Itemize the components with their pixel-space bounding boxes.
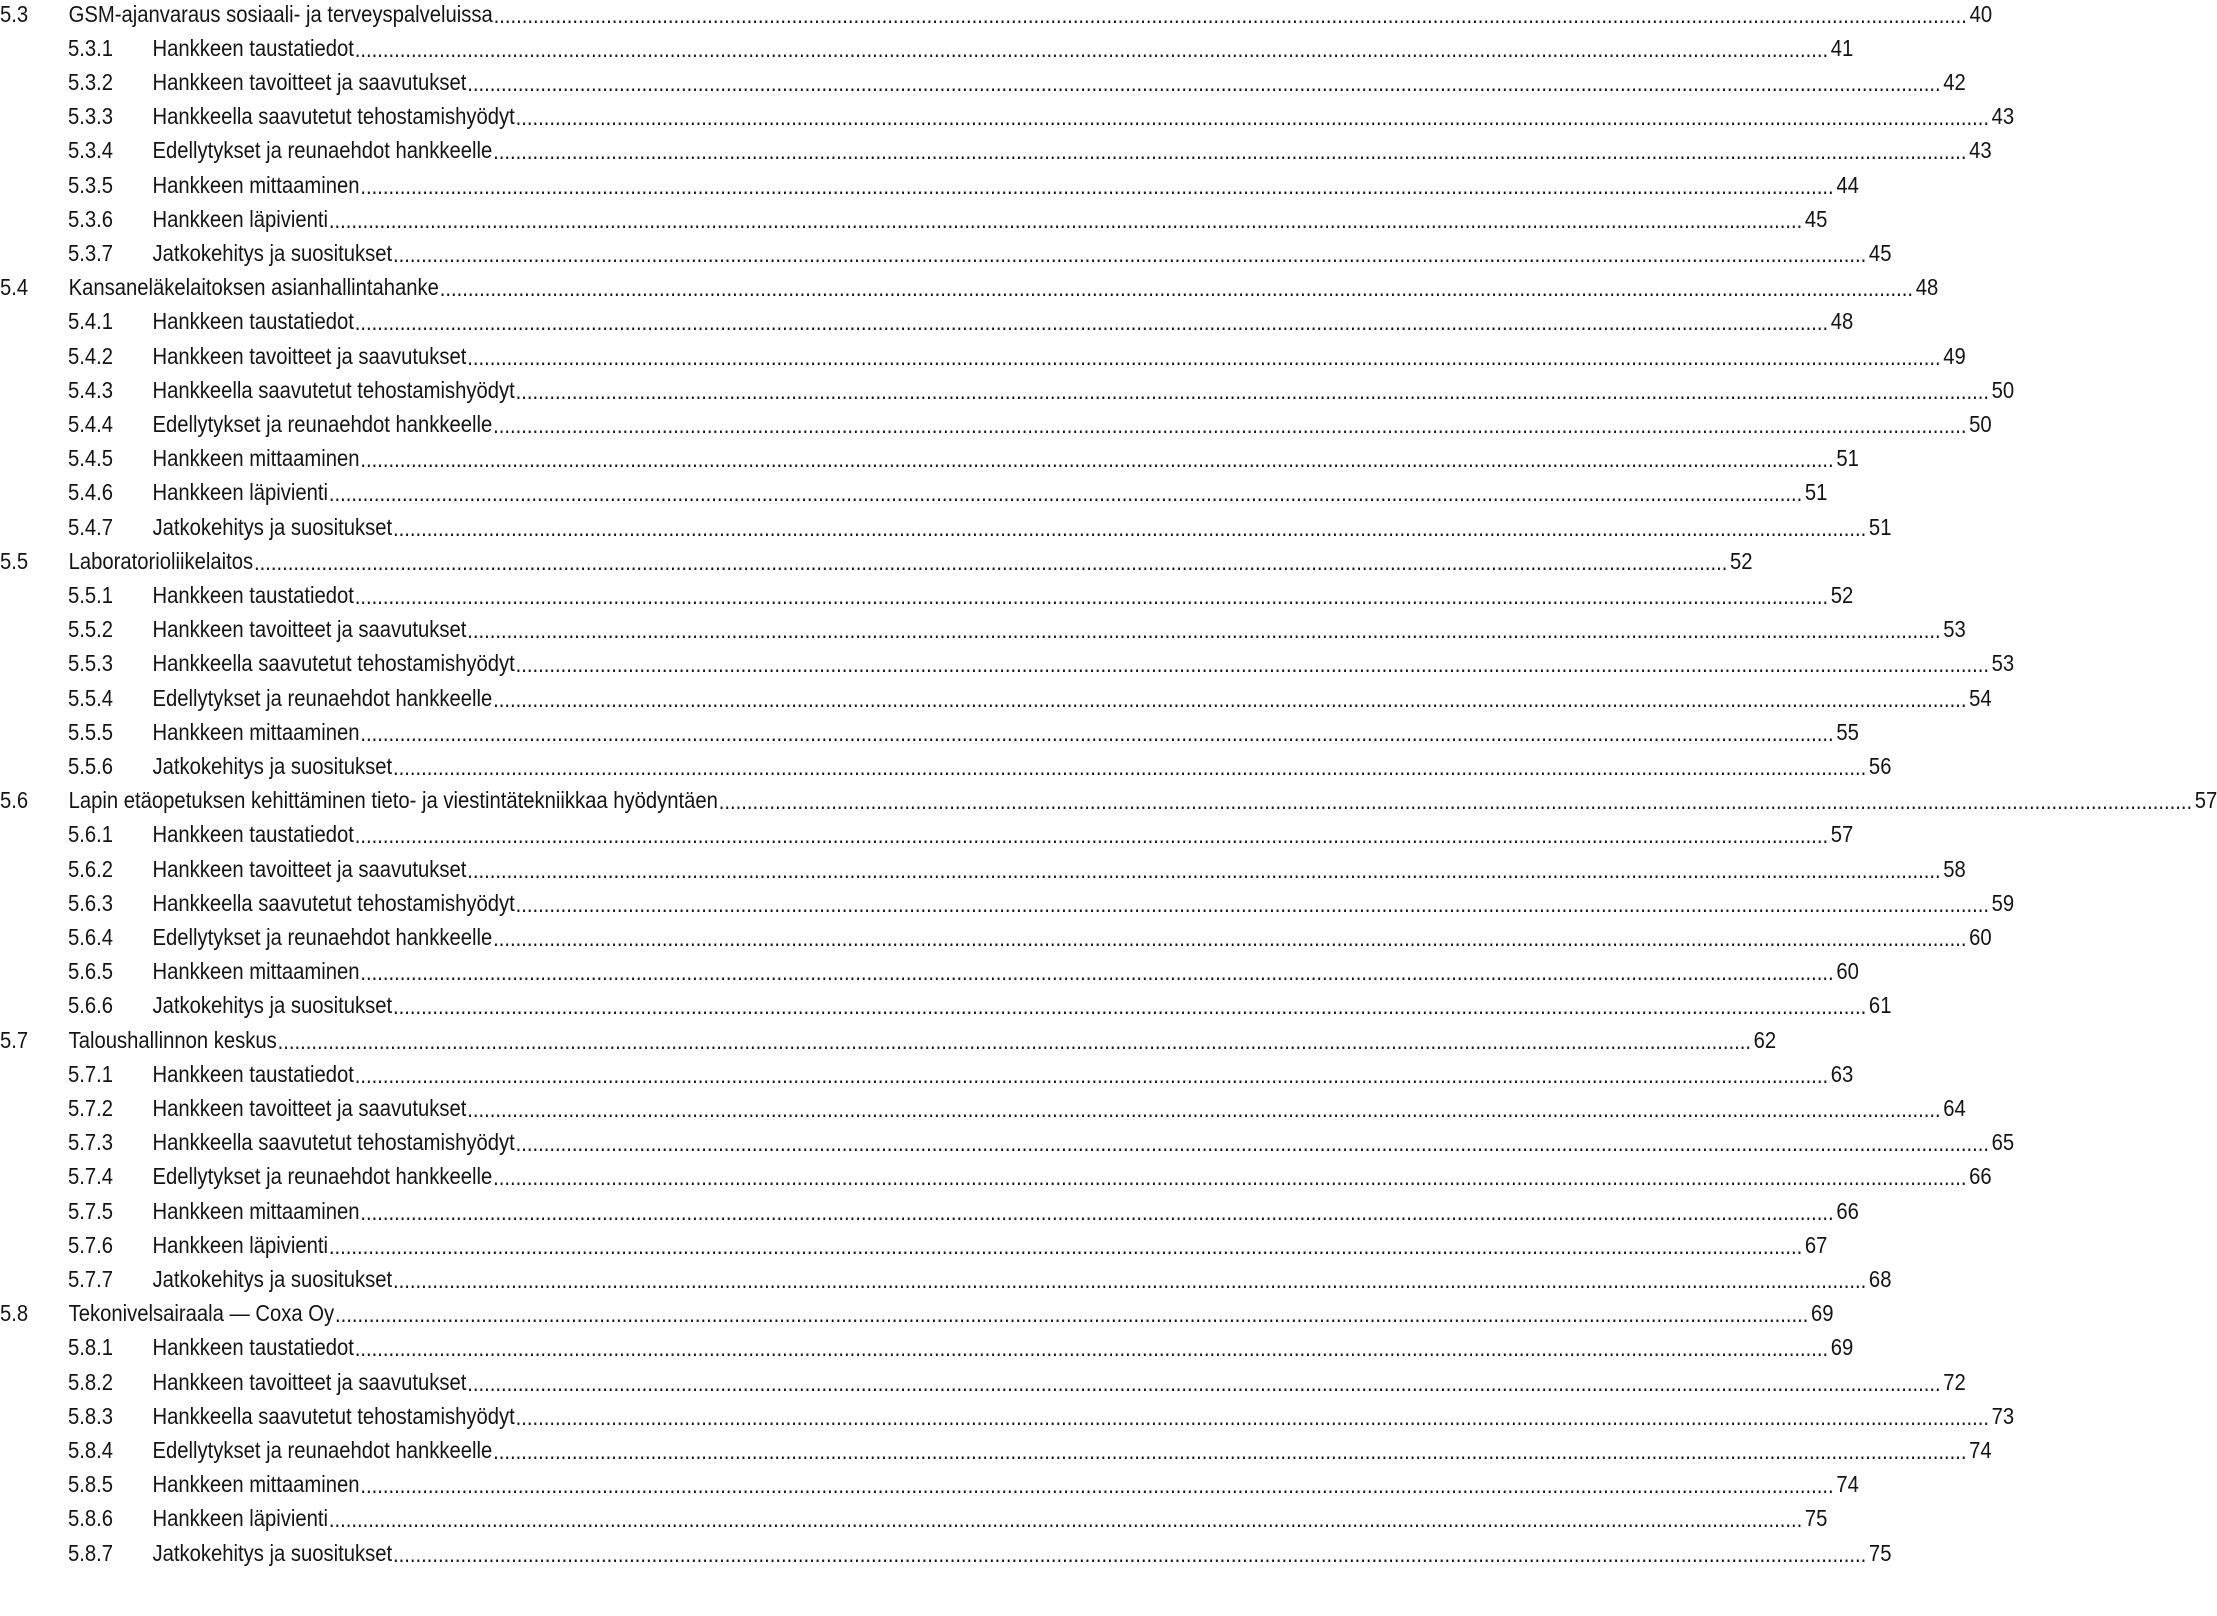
toc-entry[interactable]: [68, 1091, 1966, 1125]
toc-dot-leader: ......................................................................................................................................................................................................................................................................: [467, 343, 1941, 370]
toc-entry-page-number: 54: [1969, 684, 1992, 711]
toc-entry-page-number: 51: [1868, 513, 1892, 540]
toc-entry-page-number: 68: [1868, 1265, 1892, 1292]
toc-entry[interactable]: [0, 1297, 1834, 1331]
toc-entry-page-number: 52: [1830, 581, 1854, 608]
toc-entry-title: Hankkeella saavutetut tehostamishyödyt: [152, 376, 515, 403]
toc-entry-number: 5.3.5: [68, 171, 114, 198]
toc-entry-title: Hankkeen mittaaminen: [152, 718, 360, 745]
toc-entry-number: 5.4.7: [68, 513, 114, 540]
toc-dot-leader: ......................................................................................................................................................................................................................................................................: [360, 1198, 1834, 1225]
toc-entry-page-number: 45: [1804, 205, 1828, 232]
toc-dot-leader: ......................................................................................................................................................................................................................................................................: [360, 959, 1834, 986]
toc-entry-number: 5.8.7: [68, 1539, 114, 1566]
toc-entry[interactable]: [68, 65, 1966, 99]
toc-entry-number: 5.3.6: [68, 205, 114, 232]
toc-entry-number: 5.3: [0, 0, 29, 27]
toc-entry[interactable]: [68, 1468, 1859, 1502]
toc-entry[interactable]: [0, 271, 1939, 305]
toc-entry-title: Edellytykset ja reunaehdot hankkeelle: [152, 1436, 493, 1463]
toc-entry[interactable]: [68, 955, 1859, 989]
toc-entry-page-number: 69: [1830, 1334, 1854, 1361]
toc-dot-leader: ......................................................................................................................................................................................................................................................................: [354, 309, 1829, 336]
toc-entry-title: Edellytykset ja reunaehdot hankkeelle: [152, 410, 493, 437]
toc-entry-number: 5.7.3: [68, 1129, 114, 1156]
toc-entry-page-number: 45: [1868, 239, 1892, 266]
toc-entry-title: Hankkeen tavoitteet ja saavutukset: [152, 1368, 467, 1395]
toc-entry-page-number: 53: [1991, 650, 2015, 677]
toc-entry-page-number: 57: [2194, 787, 2217, 814]
toc-entry[interactable]: [68, 407, 1992, 441]
toc-entry-title: Hankkeen tavoitteet ja saavutukset: [152, 855, 467, 882]
toc-entry-number: 5.4.6: [68, 479, 114, 506]
toc-entry[interactable]: [68, 1057, 1854, 1091]
toc-entry[interactable]: [68, 681, 1992, 715]
toc-entry-title: Hankkeen läpivienti: [152, 1505, 328, 1532]
toc-dot-leader: ......................................................................................................................................................................................................................................................................: [354, 1061, 1829, 1088]
toc-entry-number: 5.5.3: [68, 650, 114, 677]
toc-entry-page-number: 64: [1943, 1094, 1966, 1121]
toc-dot-leader: ......................................................................................................................................................................................................................................................................: [515, 377, 1989, 404]
toc-entry-number: 5.6.2: [68, 855, 114, 882]
toc-entry[interactable]: [0, 784, 2217, 818]
toc-dot-leader: ......................................................................................................................................................................................................................................................................: [360, 446, 1834, 473]
toc-entry-title: Laboratorioliikelaitos: [68, 547, 254, 574]
toc-dot-leader: ......................................................................................................................................................................................................................................................................: [515, 1403, 1989, 1430]
toc-entry-title: Hankkeen mittaaminen: [152, 171, 360, 198]
toc-entry-page-number: 74: [1969, 1436, 1992, 1463]
toc-dot-leader: ......................................................................................................................................................................................................................................................................: [392, 1540, 1867, 1567]
toc-entry-number: 5.5.5: [68, 718, 114, 745]
toc-entry-page-number: 75: [1804, 1505, 1828, 1532]
toc-entry-page-number: 63: [1830, 1060, 1854, 1087]
toc-entry-page-number: 48: [1915, 274, 1939, 301]
toc-dot-leader: ......................................................................................................................................................................................................................................................................: [277, 1027, 1751, 1054]
toc-entry-page-number: 49: [1943, 342, 1966, 369]
toc-entry-page-number: 40: [1969, 0, 1993, 27]
toc-entry-title: Hankkeen taustatiedot: [152, 1334, 354, 1361]
toc-entry-number: 5.5: [0, 547, 29, 574]
toc-dot-leader: ......................................................................................................................................................................................................................................................................: [515, 651, 1989, 678]
toc-dot-leader: ......................................................................................................................................................................................................................................................................: [515, 890, 1989, 917]
toc-entry[interactable]: [68, 1502, 1828, 1536]
toc-entry-number: 5.6.6: [68, 992, 114, 1019]
toc-entry-title: Edellytykset ja reunaehdot hankkeelle: [152, 684, 493, 711]
toc-entry-page-number: 59: [1991, 889, 2015, 916]
toc-entry-title: Jatkokehitys ja suositukset: [152, 1265, 393, 1292]
toc-entry-number: 5.7.6: [68, 1231, 114, 1258]
toc-entry-title: Tekonivelsairaala — Coxa Oy: [68, 1300, 335, 1327]
toc-dot-leader: ......................................................................................................................................................................................................................................................................: [467, 856, 1941, 883]
toc-entry[interactable]: [68, 476, 1828, 510]
toc-entry-page-number: 57: [1830, 821, 1854, 848]
toc-entry[interactable]: [0, 1023, 1777, 1057]
toc-entry-title: Hankkeen tavoitteet ja saavutukset: [152, 68, 467, 95]
toc-dot-leader: ......................................................................................................................................................................................................................................................................: [718, 788, 2193, 815]
toc-dot-leader: ......................................................................................................................................................................................................................................................................: [360, 1472, 1834, 1499]
toc-entry-number: 5.3.3: [68, 103, 114, 130]
toc-entry-title: Hankkeen läpivienti: [152, 1231, 328, 1258]
toc-dot-leader: ......................................................................................................................................................................................................................................................................: [439, 275, 1914, 302]
toc-entry-title: Hankkeen tavoitteet ja saavutukset: [152, 616, 467, 643]
toc-entry-page-number: 55: [1836, 718, 1859, 745]
toc-entry-number: 5.7: [0, 1026, 29, 1053]
toc-entry-page-number: 67: [1804, 1231, 1828, 1258]
toc-entry-page-number: 44: [1836, 171, 1859, 198]
toc-dot-leader: ......................................................................................................................................................................................................................................................................: [467, 617, 1941, 644]
toc-entry[interactable]: [68, 647, 2015, 681]
toc-entry[interactable]: [68, 886, 2015, 920]
toc-entry[interactable]: [68, 1331, 1854, 1365]
toc-entry-number: 5.8: [0, 1300, 29, 1327]
toc-dot-leader: ......................................................................................................................................................................................................................................................................: [493, 1164, 1967, 1191]
toc-entry-page-number: 60: [1969, 923, 1992, 950]
toc-entry-page-number: 56: [1868, 752, 1892, 779]
toc-entry-page-number: 41: [1830, 34, 1854, 61]
toc-entry-title: Hankkeen taustatiedot: [152, 821, 354, 848]
toc-entry-title: Taloushallinnon keskus: [68, 1026, 277, 1053]
toc-dot-leader: ......................................................................................................................................................................................................................................................................: [493, 685, 1967, 712]
toc-dot-leader: ......................................................................................................................................................................................................................................................................: [493, 1437, 1967, 1464]
toc-entry-title: Lapin etäopetuksen kehittäminen tieto- ja viestintätekniikkaa hyödyntäen: [68, 787, 718, 814]
toc-entry-page-number: 66: [1836, 1197, 1859, 1224]
toc-entry-title: Hankkeella saavutetut tehostamishyödyt: [152, 1402, 515, 1429]
toc-entry-page-number: 75: [1868, 1539, 1892, 1566]
toc-entry-title: Hankkeen taustatiedot: [152, 581, 354, 608]
toc-entry-page-number: 43: [1991, 103, 2015, 130]
toc-entry-number: 5.5.6: [68, 752, 114, 779]
toc-entry-number: 5.3.4: [68, 137, 114, 164]
toc-entry-page-number: 53: [1943, 616, 1966, 643]
toc-dot-leader: ......................................................................................................................................................................................................................................................................: [515, 1130, 1989, 1157]
toc-entry[interactable]: [68, 1194, 1859, 1228]
toc-dot-leader: ......................................................................................................................................................................................................................................................................: [328, 480, 1803, 507]
toc-entry[interactable]: [68, 1160, 1992, 1194]
toc-entry-title: Jatkokehitys ja suositukset: [152, 752, 393, 779]
toc-entry-number: 5.6.4: [68, 923, 114, 950]
toc-dot-leader: ......................................................................................................................................................................................................................................................................: [392, 753, 1867, 780]
toc-dot-leader: ......................................................................................................................................................................................................................................................................: [392, 1266, 1867, 1293]
toc-entry-title: GSM-ajanvaraus sosiaali- ja terveyspalveluissa: [68, 0, 493, 27]
toc-dot-leader: ......................................................................................................................................................................................................................................................................: [515, 104, 1989, 131]
toc-entry-page-number: 66: [1969, 1163, 1992, 1190]
toc-entry-page-number: 62: [1753, 1026, 1777, 1053]
toc-entry[interactable]: [68, 920, 1992, 954]
toc-entry-number: 5.8.2: [68, 1368, 114, 1395]
toc-entry-page-number: 51: [1804, 479, 1828, 506]
toc-entry-page-number: 58: [1943, 855, 1966, 882]
toc-entry[interactable]: [68, 100, 2015, 134]
toc-entry[interactable]: [68, 202, 1828, 236]
toc-entry-page-number: 69: [1810, 1300, 1834, 1327]
toc-dot-leader: ......................................................................................................................................................................................................................................................................: [335, 1301, 1809, 1328]
toc-dot-leader: ......................................................................................................................................................................................................................................................................: [467, 1095, 1941, 1122]
toc-entry-title: Jatkokehitys ja suositukset: [152, 239, 393, 266]
toc-entry-page-number: 74: [1836, 1471, 1859, 1498]
toc-entry[interactable]: [68, 1365, 1966, 1399]
toc-entry[interactable]: [0, 0, 1993, 31]
toc-entry-number: 5.3.2: [68, 68, 114, 95]
toc-dot-leader: ......................................................................................................................................................................................................................................................................: [467, 69, 1941, 96]
toc-entry-page-number: 73: [1991, 1402, 2015, 1429]
toc-entry-title: Hankkeen taustatiedot: [152, 308, 354, 335]
toc-entry-number: 5.5.2: [68, 616, 114, 643]
toc-entry[interactable]: [68, 749, 1892, 783]
toc-entry-title: Jatkokehitys ja suositukset: [152, 1539, 393, 1566]
toc-entry[interactable]: [68, 989, 1892, 1023]
toc-entry-title: Hankkeella saavutetut tehostamishyödyt: [152, 889, 515, 916]
toc-entry[interactable]: [68, 510, 1892, 544]
toc-entry[interactable]: [68, 1433, 1992, 1467]
toc-entry-number: 5.7.4: [68, 1163, 114, 1190]
toc-entry[interactable]: [68, 339, 1966, 373]
toc-entry-number: 5.8.6: [68, 1505, 114, 1532]
toc-entry-title: Hankkeella saavutetut tehostamishyödyt: [152, 650, 515, 677]
toc-entry[interactable]: [68, 1126, 2015, 1160]
toc-entry[interactable]: [68, 373, 2015, 407]
toc-entry-number: 5.5.4: [68, 684, 114, 711]
toc-entry-page-number: 65: [1991, 1129, 2015, 1156]
toc-entry-title: Edellytykset ja reunaehdot hankkeelle: [152, 923, 493, 950]
toc-entry-title: Hankkeen tavoitteet ja saavutukset: [152, 1094, 467, 1121]
toc-entry-page-number: 52: [1729, 547, 1753, 574]
toc-entry-number: 5.7.1: [68, 1060, 114, 1087]
toc-entry-title: Jatkokehitys ja suositukset: [152, 992, 393, 1019]
toc-entry-title: Edellytykset ja reunaehdot hankkeelle: [152, 137, 493, 164]
toc-entry-number: 5.3.7: [68, 239, 114, 266]
toc-dot-leader: ......................................................................................................................................................................................................................................................................: [328, 1232, 1803, 1259]
toc-dot-leader: ......................................................................................................................................................................................................................................................................: [493, 924, 1967, 951]
toc-dot-leader: ......................................................................................................................................................................................................................................................................: [328, 206, 1803, 233]
toc-dot-leader: ......................................................................................................................................................................................................................................................................: [360, 172, 1834, 199]
toc-entry[interactable]: [68, 305, 1854, 339]
toc-entry[interactable]: [68, 578, 1854, 612]
toc-entry[interactable]: [68, 613, 1966, 647]
toc-entry[interactable]: [68, 168, 1859, 202]
toc-dot-leader: ......................................................................................................................................................................................................................................................................: [392, 514, 1867, 541]
toc-entry-number: 5.5.1: [68, 581, 114, 608]
toc-entry-title: Hankkeen taustatiedot: [152, 34, 354, 61]
toc-entry[interactable]: [68, 852, 1966, 886]
toc-entry-title: Hankkeella saavutetut tehostamishyödyt: [152, 1129, 515, 1156]
toc-entry[interactable]: [68, 134, 1992, 168]
toc-entry-title: Hankkeen läpivienti: [152, 205, 328, 232]
toc-entry-page-number: 50: [1991, 376, 2015, 403]
toc-dot-leader: ......................................................................................................................................................................................................................................................................: [467, 1369, 1941, 1396]
toc-entry-number: 5.6.3: [68, 889, 114, 916]
toc-entry-page-number: 51: [1836, 445, 1859, 472]
toc-entry-number: 5.7.2: [68, 1094, 114, 1121]
toc-entry-number: 5.3.1: [68, 34, 114, 61]
toc-entry-page-number: 60: [1836, 958, 1859, 985]
toc-entry-title: Hankkeen mittaaminen: [152, 1197, 360, 1224]
toc-dot-leader: ......................................................................................................................................................................................................................................................................: [493, 1, 1967, 28]
toc-entry[interactable]: [68, 715, 1859, 749]
toc-entry-number: 5.8.5: [68, 1471, 114, 1498]
toc-dot-leader: ......................................................................................................................................................................................................................................................................: [360, 719, 1834, 746]
toc-entry-title: Kansaneläkelaitoksen asianhallintahanke: [68, 274, 439, 301]
toc-entry-number: 5.6.1: [68, 821, 114, 848]
toc-entry[interactable]: [68, 1399, 2015, 1433]
toc-entry[interactable]: [0, 544, 1753, 578]
toc-entry-title: Hankkeen taustatiedot: [152, 1060, 354, 1087]
toc-dot-leader: ......................................................................................................................................................................................................................................................................: [493, 138, 1967, 165]
toc-entry-number: 5.4.4: [68, 410, 114, 437]
toc-dot-leader: ......................................................................................................................................................................................................................................................................: [354, 582, 1829, 609]
toc-entry[interactable]: [68, 236, 1892, 270]
toc-dot-leader: ......................................................................................................................................................................................................................................................................: [392, 240, 1867, 267]
toc-dot-leader: ......................................................................................................................................................................................................................................................................: [254, 548, 1728, 575]
toc-dot-leader: ......................................................................................................................................................................................................................................................................: [392, 993, 1867, 1020]
toc-entry-number: 5.4.3: [68, 376, 114, 403]
toc-entry-number: 5.4.2: [68, 342, 114, 369]
toc-entry-page-number: 43: [1969, 137, 1992, 164]
toc-entry[interactable]: [68, 442, 1859, 476]
toc-entry-number: 5.4.1: [68, 308, 114, 335]
toc-entry-title: Hankkeen läpivienti: [152, 479, 328, 506]
toc-entry-number: 5.7.7: [68, 1265, 114, 1292]
toc-dot-leader: ......................................................................................................................................................................................................................................................................: [328, 1506, 1803, 1533]
toc-entry-title: Hankkeen mittaaminen: [152, 1471, 360, 1498]
toc-dot-leader: ......................................................................................................................................................................................................................................................................: [354, 1335, 1829, 1362]
toc-entry-number: 5.4: [0, 274, 29, 301]
toc-dot-leader: ......................................................................................................................................................................................................................................................................: [493, 411, 1967, 438]
toc-entry-number: 5.6: [0, 787, 29, 814]
toc-entry-page-number: 72: [1943, 1368, 1966, 1395]
toc-entry[interactable]: [68, 31, 1854, 65]
toc-entry-title: Hankkeen mittaaminen: [152, 445, 360, 472]
toc-entry[interactable]: [68, 818, 1854, 852]
toc-entry-title: Jatkokehitys ja suositukset: [152, 513, 393, 540]
toc-entry-number: 5.8.3: [68, 1402, 114, 1429]
toc-entry-page-number: 42: [1943, 68, 1966, 95]
toc-entry[interactable]: [68, 1262, 1892, 1296]
toc-entry-number: 5.8.1: [68, 1334, 114, 1361]
toc-entry-number: 5.4.5: [68, 445, 114, 472]
toc-entry-title: Hankkeen mittaaminen: [152, 958, 360, 985]
toc-dot-leader: ......................................................................................................................................................................................................................................................................: [354, 35, 1829, 62]
toc-entry-number: 5.8.4: [68, 1436, 114, 1463]
toc-entry-title: Hankkeen tavoitteet ja saavutukset: [152, 342, 467, 369]
toc-dot-leader: ......................................................................................................................................................................................................................................................................: [354, 822, 1829, 849]
toc-entry-page-number: 48: [1830, 308, 1854, 335]
toc-entry[interactable]: [68, 1536, 1892, 1570]
toc-entry-page-number: 61: [1868, 992, 1892, 1019]
toc-entry-title: Edellytykset ja reunaehdot hankkeelle: [152, 1163, 493, 1190]
toc-entry-number: 5.6.5: [68, 958, 114, 985]
toc-entry-title: Hankkeella saavutetut tehostamishyödyt: [152, 103, 515, 130]
toc-entry-page-number: 50: [1969, 410, 1992, 437]
toc-entry[interactable]: [68, 1228, 1828, 1262]
toc-entry-number: 5.7.5: [68, 1197, 114, 1224]
